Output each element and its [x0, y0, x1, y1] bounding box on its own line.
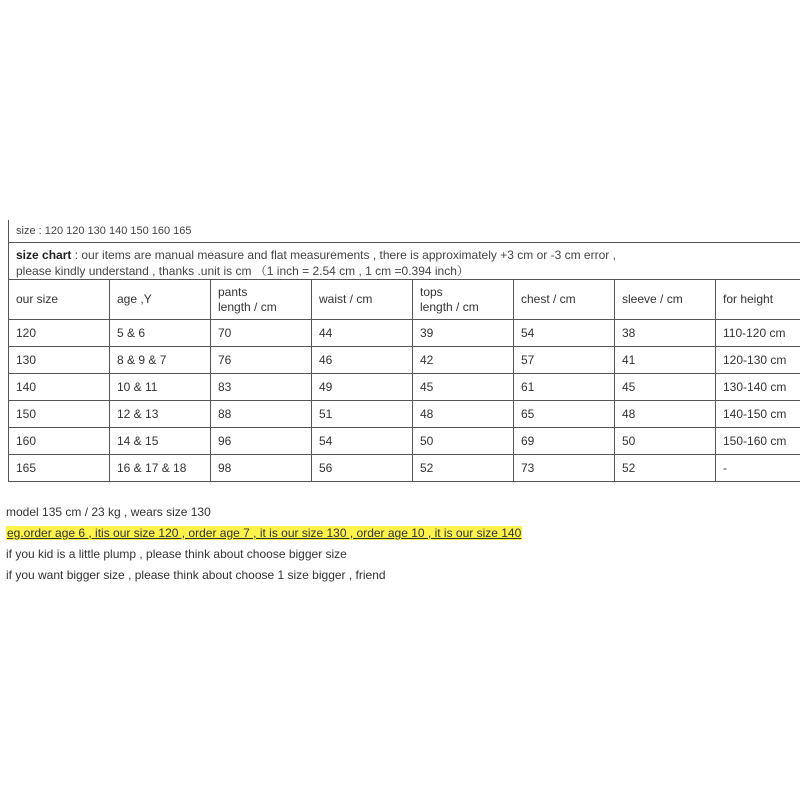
table-cell: 54: [514, 320, 615, 347]
table-cell: 45: [413, 374, 514, 401]
table-cell: 65: [514, 401, 615, 428]
table-cell: 150: [9, 401, 110, 428]
table-cell: 165: [9, 455, 110, 482]
column-header: tops length / cm: [413, 280, 514, 320]
table-cell: 16 & 17 & 18: [110, 455, 211, 482]
table-cell: 96: [211, 428, 312, 455]
table-cell: 98: [211, 455, 312, 482]
table-cell: 73: [514, 455, 615, 482]
table-cell: 14 & 15: [110, 428, 211, 455]
table-cell: 140-150 cm: [716, 401, 800, 428]
note-line-2: please kindly understand , thanks .unit is cm （1 inch = 2.54 cm , 1 cm =0.394 inch）: [16, 264, 469, 278]
table-cell: 69: [514, 428, 615, 455]
table-cell: 160: [9, 428, 110, 455]
size-table: [8, 279, 800, 482]
column-header: our size: [9, 280, 110, 320]
column-header: for height: [716, 280, 800, 320]
table-cell: 88: [211, 401, 312, 428]
table-cell: 56: [312, 455, 413, 482]
table-cell: 110-120 cm: [716, 320, 800, 347]
table-cell: 130-140 cm: [716, 374, 800, 401]
table-cell: 130: [9, 347, 110, 374]
table-cell: 44: [312, 320, 413, 347]
table-cell: 52: [615, 455, 716, 482]
table-header-row: [9, 280, 800, 320]
table-cell: 76: [211, 347, 312, 374]
size-chart-note: [8, 242, 800, 279]
note-line-1: [16, 247, 793, 263]
table-cell: 150-160 cm: [716, 428, 800, 455]
table-cell: 39: [413, 320, 514, 347]
table-row: [9, 455, 800, 482]
table-cell: 45: [615, 374, 716, 401]
table-cell: 120-130 cm: [716, 347, 800, 374]
table-cell: 140: [9, 374, 110, 401]
column-header: pants length / cm: [211, 280, 312, 320]
table-cell: 57: [514, 347, 615, 374]
table-cell: 42: [413, 347, 514, 374]
table-cell: 38: [615, 320, 716, 347]
size-notes: [6, 502, 796, 586]
column-header: age ,Y: [110, 280, 211, 320]
bigger-size-advice: if you want bigger size , please think about choose 1 size bigger , friend: [6, 568, 386, 582]
table-cell: 50: [413, 428, 514, 455]
model-info: model 135 cm / 23 kg , wears size 130: [6, 505, 211, 519]
table-cell: 10 & 11: [110, 374, 211, 401]
column-header: waist / cm: [312, 280, 413, 320]
table-cell: 54: [312, 428, 413, 455]
table-row: [9, 347, 800, 374]
table-row: [9, 428, 800, 455]
table-cell: 8 & 9 & 7: [110, 347, 211, 374]
table-cell: 5 & 6: [110, 320, 211, 347]
table-cell: 120: [9, 320, 110, 347]
size-chart-sheet: [8, 220, 800, 482]
plump-advice: if you kid is a little plump , please think about choose bigger size: [6, 547, 347, 561]
size-example-line: [6, 523, 796, 544]
table-cell: 51: [312, 401, 413, 428]
table-cell: 52: [413, 455, 514, 482]
table-cell: 49: [312, 374, 413, 401]
table-cell: 61: [514, 374, 615, 401]
table-cell: 70: [211, 320, 312, 347]
size-example-highlight: eg.order age 6 , itis our size 120 , order age 7 , it is our size 130 , order age 10 , it is our size 140: [7, 526, 522, 540]
table-cell: 46: [312, 347, 413, 374]
table-cell: 48: [413, 401, 514, 428]
table-cell: 50: [615, 428, 716, 455]
table-row: [9, 320, 800, 347]
table-row: [9, 401, 800, 428]
note-text: : our items are manual measure and flat measurements , there is approximately +3 cm or -3 cm error ,: [71, 248, 616, 262]
table-cell: 41: [615, 347, 716, 374]
note-label: size chart: [16, 248, 72, 262]
column-header: chest / cm: [514, 280, 615, 320]
size-list: size : 120 120 130 140 150 160 165: [8, 220, 800, 242]
table-cell: -: [716, 455, 800, 482]
table-row: [9, 374, 800, 401]
column-header: sleeve / cm: [615, 280, 716, 320]
table-cell: 12 & 13: [110, 401, 211, 428]
table-cell: 48: [615, 401, 716, 428]
table-cell: 83: [211, 374, 312, 401]
